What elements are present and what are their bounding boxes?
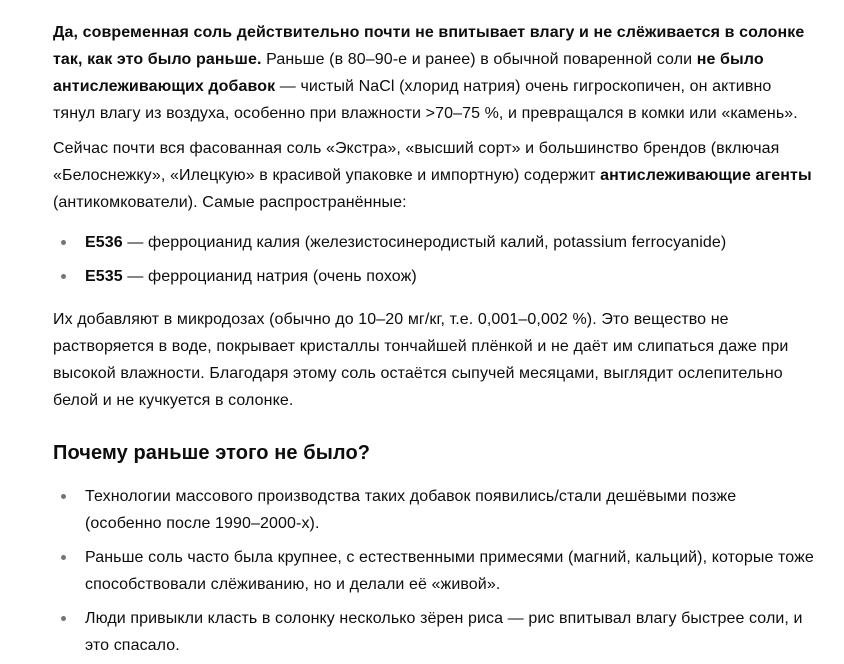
- paragraph-modern-salt: [53, 135, 815, 216]
- paragraph-microdoses: Их добавляют в микродозах (обычно до 10–20 мг/кг, т.е. 0,001–0,002 %). Это вещество не растворяется в воде, покрывает кристаллы тончайшей плёнкой и не даёт им слипаться даже при высокой влажности. Благодаря этому соль остаётся сыпучей месяцами, выглядит ослепительно белой и не кучкуется в солонке.: [53, 311, 789, 409]
- intro-text-2: — чистый NaCl (хлорид натрия) очень гигроскопичен, он активно тянул влагу из воздуха, особенно при влажности >70–75 %, и превращался в комки или «камень».: [53, 78, 798, 122]
- list-item-technology: Технологии массового производства таких добавок появились/стали дешёвыми позже (особенно после 1990–2000-х).: [53, 483, 815, 537]
- additive-desc-e536: — ферроцианид калия (железистосинеродистый калий, potassium ferrocyanide): [122, 234, 727, 251]
- modern-salt-bold-agents: антислеживающие агенты: [600, 167, 812, 184]
- section-heading-why: Почему раньше этого не было?: [53, 442, 371, 464]
- intro-text-1: Раньше (в 80–90-е и ранее) в обычной поваренной соли: [261, 51, 697, 68]
- reasons-list: [53, 483, 815, 659]
- modern-salt-text-2: (антикомкователи). Самые распространённые:: [53, 194, 407, 211]
- additive-code-e536: Е536: [85, 234, 123, 251]
- intro-bold-no-additives: не было антислеживающих добавок: [53, 51, 764, 95]
- additive-desc-e535: — ферроцианид натрия (очень похож): [122, 268, 417, 285]
- additive-code-e535: Е535: [85, 268, 123, 285]
- list-item-e535: [53, 263, 815, 290]
- list-item-rice-grains: Люди привыкли класть в солонку несколько зёрен риса — рис впитывал влагу быстрее соли, и это спасало.: [53, 605, 815, 659]
- modern-salt-text-1: Сейчас почти вся фасованная соль «Экстра», «высший сорт» и большинство брендов (включая «Белоснежку», «Илецкую» в красивой упаковке и импортную) содержит: [53, 140, 780, 184]
- intro-bold-statement: Да, современная соль действительно почти не впитывает влагу и не слёживается в солонке так, как это было раньше.: [53, 24, 805, 68]
- additives-list: [53, 229, 815, 290]
- paragraph-intro: [53, 19, 815, 127]
- list-item-e536: [53, 229, 815, 256]
- list-item-coarse-salt: Раньше соль часто была крупнее, с естественными примесями (магний, кальций), которые тоже способствовали слёживанию, но и делали её «живой».: [53, 544, 815, 598]
